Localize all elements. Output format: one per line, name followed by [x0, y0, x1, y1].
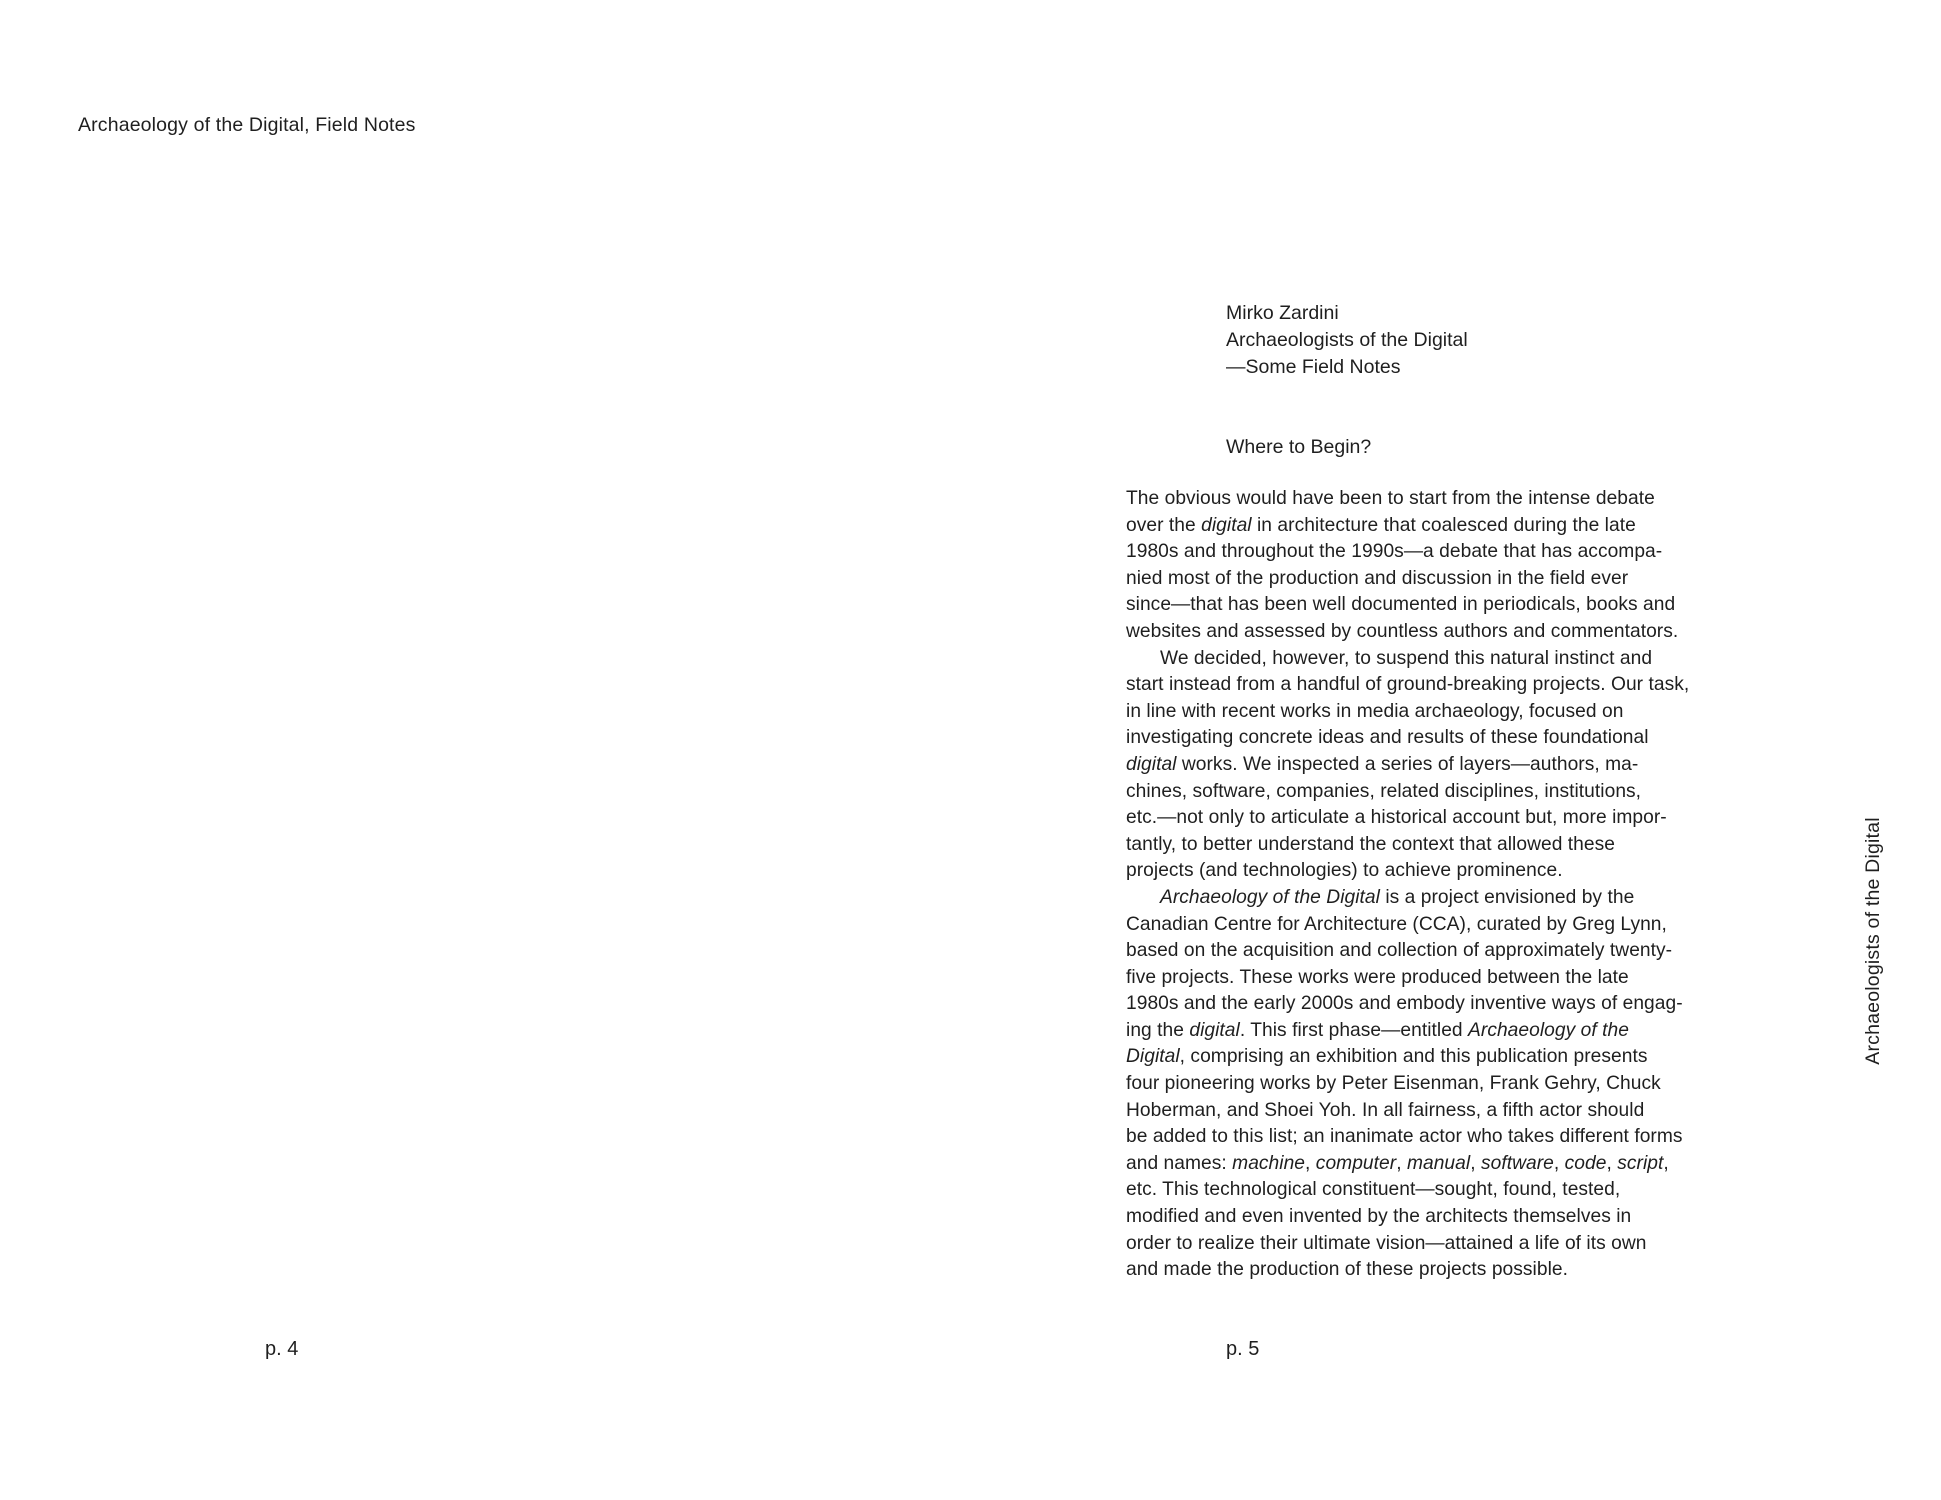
- text-line: [1126, 1044, 1776, 1071]
- text-run: based on the acquisition and collection of approximately twenty-: [1126, 940, 1673, 962]
- text-line: [1126, 1018, 1776, 1045]
- text-run: and made the production of these projects possible.: [1126, 1259, 1569, 1281]
- text-run: Canadian Centre for Architecture (CCA), curated by Greg Lynn,: [1126, 913, 1667, 935]
- page-number-right: p. 5: [1226, 1338, 1260, 1360]
- text-run: in architecture that coalesced during the late: [1251, 514, 1636, 536]
- text-line: [1126, 566, 1776, 593]
- text-run: is a project envisioned by the: [1379, 886, 1635, 908]
- text-line: [1126, 805, 1776, 832]
- text-run: ,: [1553, 1152, 1565, 1174]
- italic-text: software: [1480, 1152, 1554, 1174]
- text-line: [1126, 1231, 1776, 1258]
- text-line: [1126, 1151, 1776, 1178]
- text-line: [1126, 619, 1776, 646]
- text-line: [1126, 752, 1776, 779]
- text-run: projects (and technologies) to achieve prominence.: [1126, 860, 1563, 882]
- text-line: [1126, 832, 1776, 859]
- right-page: [970, 0, 1941, 1500]
- italic-text: Digital: [1126, 1046, 1180, 1068]
- text-line: [1126, 486, 1776, 513]
- left-page: [0, 0, 970, 1500]
- text-run: nied most of the production and discussion in the field ever: [1126, 567, 1629, 589]
- text-line: [1126, 1257, 1776, 1284]
- text-line: [1126, 1124, 1776, 1151]
- section-heading: Where to Begin?: [1226, 436, 1372, 458]
- text-run: ,: [1606, 1152, 1618, 1174]
- text-run: , comprising an exhibition and this publication presents: [1179, 1046, 1648, 1068]
- italic-text: digital: [1201, 514, 1252, 536]
- essay-subtitle: —Some Field Notes: [1226, 356, 1401, 378]
- text-run: ,: [1470, 1152, 1481, 1174]
- paragraph-first-line: [1126, 646, 1776, 673]
- text-run: tantly, to better understand the context that allowed these: [1126, 833, 1615, 855]
- text-run: We decided, however, to suspend this natural instinct and: [1160, 647, 1653, 669]
- text-run: start instead from a handful of ground-breaking projects. Our task,: [1126, 674, 1690, 696]
- essay-title: Archaeologists of the Digital: [1226, 329, 1468, 351]
- text-line: [1126, 1098, 1776, 1125]
- text-run: over the: [1126, 514, 1202, 536]
- text-line: [1126, 1204, 1776, 1231]
- text-run: ,: [1396, 1152, 1407, 1174]
- text-run: 1980s and the early 2000s and embody inventive ways of engag-: [1126, 993, 1683, 1015]
- text-run: five projects. These works were produced between the late: [1126, 966, 1629, 988]
- paragraph-first-line: [1126, 885, 1776, 912]
- text-run: modified and even invented by the architects themselves in: [1126, 1206, 1632, 1228]
- italic-text: manual: [1406, 1152, 1471, 1174]
- text-run: be added to this list; an inanimate actor who takes different forms: [1126, 1126, 1683, 1148]
- author-name: Mirko Zardini: [1226, 302, 1339, 324]
- text-line: [1126, 965, 1776, 992]
- essay-title-block: [1226, 300, 1468, 381]
- text-line: [1126, 592, 1776, 619]
- text-run: in line with recent works in media archaeology, focused on: [1126, 700, 1624, 722]
- text-line: [1126, 938, 1776, 965]
- text-run: etc. This technological constituent—sought, found, tested,: [1126, 1179, 1621, 1201]
- body-text: [1126, 486, 1776, 1284]
- italic-text: digital: [1189, 1019, 1240, 1041]
- italic-text: machine: [1232, 1152, 1306, 1174]
- text-line: [1126, 672, 1776, 699]
- text-run: four pioneering works by Peter Eisenman, Frank Gehry, Chuck: [1126, 1073, 1661, 1095]
- italic-text: Archaeology of the: [1468, 1019, 1629, 1041]
- text-run: since—that has been well documented in periodicals, books and: [1126, 594, 1676, 616]
- text-line: [1126, 1177, 1776, 1204]
- text-run: Hoberman, and Shoei Yoh. In all fairness, a fifth actor should: [1126, 1099, 1645, 1121]
- text-line: [1126, 539, 1776, 566]
- running-head: Archaeology of the Digital, Field Notes: [78, 114, 416, 136]
- text-line: [1126, 912, 1776, 939]
- text-line: [1126, 725, 1776, 752]
- italic-text: Archaeology of the Digital: [1160, 886, 1380, 908]
- text-run: etc.—not only to articulate a historical account but, more impor-: [1126, 807, 1667, 829]
- text-run: order to realize their ultimate vision—attained a life of its own: [1126, 1232, 1647, 1254]
- text-run: and names:: [1126, 1152, 1233, 1174]
- text-line: [1126, 779, 1776, 806]
- text-run: ,: [1663, 1152, 1669, 1174]
- text-run: ing the: [1126, 1019, 1190, 1041]
- italic-text: digital: [1126, 753, 1177, 775]
- page-number-left: p. 4: [265, 1338, 299, 1360]
- text-run: investigating concrete ideas and results of these foundational: [1126, 727, 1649, 749]
- text-run: . This first phase—entitled: [1239, 1019, 1469, 1041]
- text-run: ,: [1305, 1152, 1316, 1174]
- text-line: [1126, 1071, 1776, 1098]
- vertical-side-label: Archaeologists of the Digital: [1862, 817, 1884, 1065]
- text-line: [1126, 699, 1776, 726]
- text-line: [1126, 991, 1776, 1018]
- text-line: [1126, 513, 1776, 540]
- text-run: works. We inspected a series of layers—authors, ma-: [1176, 753, 1639, 775]
- italic-text: code: [1564, 1152, 1607, 1174]
- text-run: websites and assessed by countless authors and commentators.: [1126, 620, 1679, 642]
- italic-text: computer: [1315, 1152, 1397, 1174]
- text-line: [1126, 858, 1776, 885]
- italic-text: script: [1617, 1152, 1664, 1174]
- text-run: 1980s and throughout the 1990s—a debate that has accompa-: [1126, 541, 1663, 563]
- text-run: The obvious would have been to start from the intense debate: [1126, 488, 1655, 509]
- text-run: chines, software, companies, related disciplines, institutions,: [1126, 780, 1642, 802]
